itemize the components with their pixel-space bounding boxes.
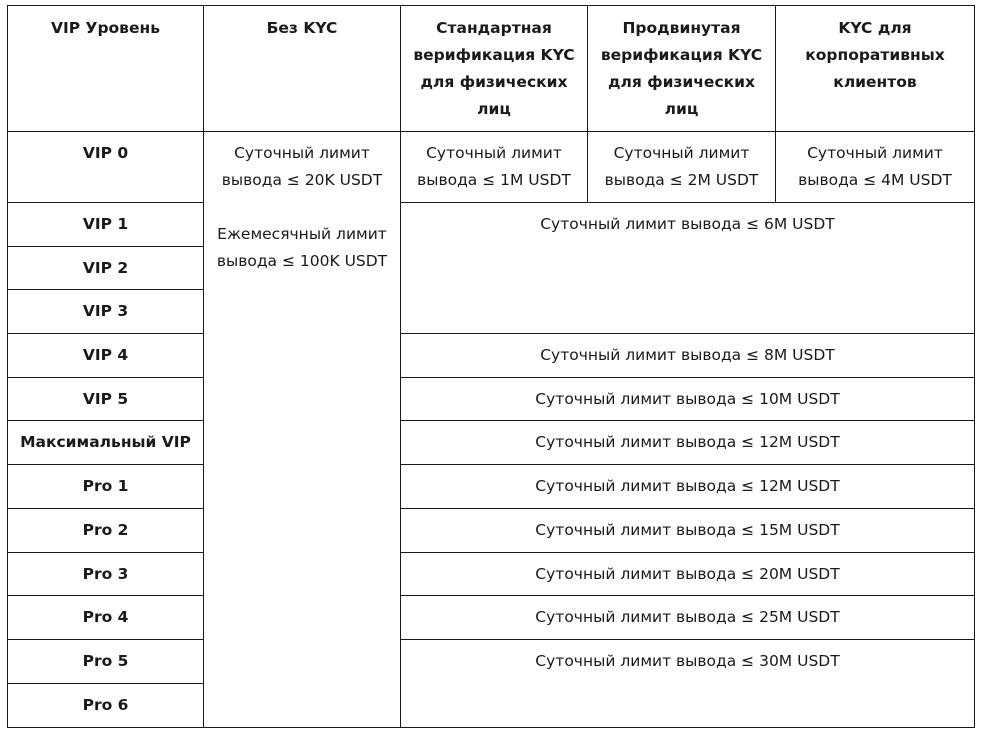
level-cell-max-vip: Максимальный VIP (8, 421, 204, 465)
header-corporate-kyc-line: корпоративных (805, 46, 945, 64)
header-standard-kyc-line: Стандартная (436, 19, 552, 37)
vip0-corporate-line: вывода ≤ 4M USDT (798, 171, 952, 189)
no-kyc-daily-line: вывода ≤ 20K USDT (221, 171, 383, 189)
header-advanced-kyc-line: верификация KYC (600, 46, 763, 64)
table-row-pro2 (8, 509, 975, 553)
no-kyc-limits-cell (204, 132, 401, 728)
level-cell-pro2: Pro 2 (8, 509, 204, 553)
no-kyc-spacer (208, 194, 396, 221)
header-advanced-kyc-line: для физических (607, 73, 756, 91)
header-row (8, 6, 975, 132)
level-cell-pro6: Pro 6 (8, 684, 204, 728)
header-no-kyc (204, 6, 401, 132)
header-standard-kyc-line: верификация KYC (413, 46, 575, 64)
header-advanced-kyc-line: лиц (664, 100, 699, 118)
vip0-standard-limit (401, 132, 588, 203)
header-standard-kyc-line: для физических (420, 73, 568, 91)
level-cell-vip2: VIP 2 (8, 247, 204, 290)
header-standard-kyc-line: лиц (477, 100, 511, 118)
level-cell-pro1: Pro 1 (8, 465, 204, 509)
withdrawal-limits-table (7, 5, 975, 728)
header-corporate-kyc (776, 6, 975, 132)
vip0-advanced-line: Суточный лимит (613, 144, 750, 162)
vip0-advanced-limit (588, 132, 776, 203)
header-advanced-kyc-line: Продвинутая (622, 19, 741, 37)
header-advanced-kyc (588, 6, 776, 132)
header-vip-level (8, 6, 204, 132)
table-row-vip0 (8, 132, 975, 203)
level-cell-vip5: VIP 5 (8, 378, 204, 421)
header-corporate-kyc-line: KYC для (838, 19, 912, 37)
vip0-standard-line: вывода ≤ 1M USDT (417, 171, 571, 189)
merged-limit-pro4: Суточный лимит вывода ≤ 25M USDT (401, 596, 975, 640)
table-row-pro4 (8, 596, 975, 640)
table-row-vip1 (8, 203, 975, 247)
merged-limit-vip1-3: Суточный лимит вывода ≤ 6M USDT (401, 203, 975, 334)
header-corporate-kyc-line: клиентов (833, 73, 917, 91)
vip0-advanced-line: вывода ≤ 2M USDT (604, 171, 759, 189)
level-cell-pro4: Pro 4 (8, 596, 204, 640)
header-standard-kyc (401, 6, 588, 132)
level-cell-vip4: VIP 4 (8, 334, 204, 378)
merged-limit-pro3: Суточный лимит вывода ≤ 20M USDT (401, 553, 975, 596)
merged-limit-pro2: Суточный лимит вывода ≤ 15M USDT (401, 509, 975, 553)
level-cell-pro3: Pro 3 (8, 553, 204, 596)
table-row-vip4 (8, 334, 975, 378)
table-row-pro1 (8, 465, 975, 509)
merged-limit-max-vip: Суточный лимит вывода ≤ 12M USDT (401, 421, 975, 465)
level-cell-vip3: VIP 3 (8, 290, 204, 334)
merged-limit-pro1: Суточный лимит вывода ≤ 12M USDT (401, 465, 975, 509)
merged-limit-vip4: Суточный лимит вывода ≤ 8M USDT (401, 334, 975, 378)
level-cell-vip0: VIP 0 (8, 132, 204, 203)
table-row-pro5 (8, 640, 975, 684)
header-vip-level-text: VIP Уровень (50, 19, 161, 37)
no-kyc-monthly-line: Ежемесячный лимит (217, 225, 387, 243)
merged-limit-vip5: Суточный лимит вывода ≤ 10M USDT (401, 378, 975, 421)
no-kyc-daily-line: Суточный лимит (234, 144, 370, 162)
table-row-vip5 (8, 378, 975, 421)
vip0-corporate-line: Суточный лимит (807, 144, 943, 162)
merged-limit-pro5-6: Суточный лимит вывода ≤ 30M USDT (401, 640, 975, 728)
table-row-pro3 (8, 553, 975, 596)
vip0-corporate-limit (776, 132, 975, 203)
level-cell-pro5: Pro 5 (8, 640, 204, 684)
header-no-kyc-text: Без KYC (266, 19, 338, 37)
table-row-max-vip (8, 421, 975, 465)
no-kyc-monthly-line: вывода ≤ 100K USDT (216, 252, 388, 270)
level-cell-vip1: VIP 1 (8, 203, 204, 247)
vip0-standard-line: Суточный лимит (426, 144, 562, 162)
